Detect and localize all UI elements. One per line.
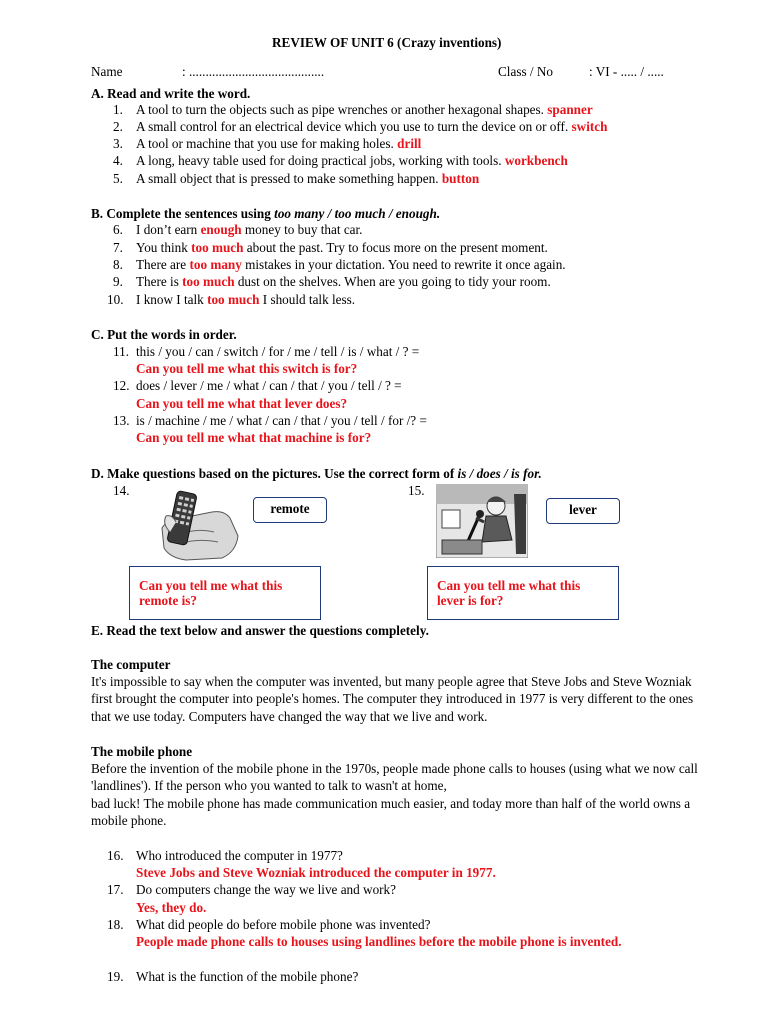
answer-box-15 [427,566,619,620]
word-box-remote: remote [253,497,327,523]
item-number: 12. [113,378,130,393]
text-after: money to buy that car. [244,222,363,237]
item-number: 2. [113,119,123,134]
item-number: 10. [107,292,124,307]
item-answer: too much [182,274,235,289]
item-number: 1. [113,102,123,117]
item-text [136,135,421,152]
section-c-heading: C. Put the words in order. [91,327,237,342]
text-after: dust on the shelves. When are you going to tidy your room. [237,274,551,289]
item-question: A tool or machine that you use for making holes. [136,136,394,151]
section-a-heading: A. Read and write the word. [91,86,251,101]
item-answer: button [441,171,480,186]
heading-text: D. Make questions based on the pictures. Use the correct form of [91,466,458,481]
text-before: You think [136,240,188,255]
lever-picture [436,484,528,558]
page-title: REVIEW OF UNIT 6 (Crazy inventions) [272,35,502,50]
text-after: about the past. Try to focus more on the present moment. [246,240,548,255]
answer-line: Can you tell me what this [139,578,283,593]
item-answer: Can you tell me what this switch is for? [136,361,358,376]
item-question: Who introduced the computer in 1977? [136,848,343,863]
item-text [136,152,568,169]
answer-line: remote is? [139,593,197,608]
item-answer: Can you tell me what that machine is for? [136,430,372,445]
remote-control-picture [152,488,240,562]
item-text [136,291,355,308]
item-number: 19. [107,969,124,984]
item-number: 17. [107,882,124,897]
item-number: 6. [113,222,123,237]
class-field[interactable]: : VI - ..... / ..... [589,64,664,79]
computer-title: The computer [91,657,171,672]
item-question: A small control for an electrical device which you use to turn the device on or off. [136,119,569,134]
item-number: 13. [113,413,130,428]
item-text [136,256,566,273]
item-text [136,118,607,135]
item-answer: Steve Jobs and Steve Wozniak introduced the computer in 1977. [136,865,496,880]
item-number: 8. [113,257,123,272]
item-number: 5. [113,171,123,186]
item-answer: drill [397,136,422,151]
answer-line: Can you tell me what this [437,578,581,593]
text-before: There is [136,274,179,289]
item-question: A long, heavy table used for doing practical jobs, working with tools. [136,153,502,168]
text-after: mistakes in your dictation. You need to rewrite it once again. [245,257,566,272]
text-before: I know I talk [136,292,204,307]
item-answer: too many [189,257,242,272]
item-answer: too much [207,292,260,307]
name-label: Name [91,64,123,79]
class-label: Class / No [498,64,553,79]
item-question: What is the function of the mobile phone? [136,969,359,984]
heading-italic: too many / too much / enough. [274,206,441,221]
phone-text-1: Before the invention of the mobile phone in the 1970s, people made phone calls to houses (using what we now call 'landlines'). If the person who you wanted to talk to wasn't at home, [91,761,698,794]
item-number: 18. [107,917,124,932]
phone-title: The mobile phone [91,744,193,759]
item-number: 11. [113,344,129,359]
answer-line: lever is for? [437,593,504,608]
item-answer: Yes, they do. [136,900,207,915]
heading-italic: is / does / is for. [457,466,542,481]
name-field[interactable]: : ......................................... [182,64,325,79]
item-number: 15. [408,483,425,498]
item-text [136,239,548,256]
item-text [136,221,362,238]
item-prompt: this / you / can / switch / for / me / tell / is / what / ? = [136,344,420,359]
section-d-heading [91,465,542,482]
text-after: I should talk less. [262,292,356,307]
item-answer: Can you tell me what that lever does? [136,396,348,411]
phone-text-2: bad luck! The mobile phone has made communication much easier, and today more than half of the world owns a mobile phone. [91,796,691,829]
text-before: I don’t earn [136,222,198,237]
item-number: 4. [113,153,123,168]
item-question: Do computers change the way we live and work? [136,882,396,897]
item-text [136,101,593,118]
item-answer: spanner [547,102,593,117]
item-answer: too much [191,240,244,255]
item-question: What did people do before mobile phone was invented? [136,917,431,932]
word-box-lever: lever [546,498,620,524]
computer-text: It's impossible to say when the computer was invented, but many people agree that Steve Jobs and Steve Wozniak first brought the computer into people's homes. The computer they introduced in 1977 is very different to the ones that we use today. Computers have changed the way that we live and work. [91,674,694,724]
item-answer: enough [200,222,242,237]
item-answer: People made phone calls to houses using landlines before the mobile phone is invented. [136,934,622,949]
item-answer: workbench [504,153,568,168]
item-question: A tool to turn the objects such as pipe wrenches or another hexagonal shapes. [136,102,544,117]
section-b-heading [91,205,440,222]
section-e-heading: E. Read the text below and answer the questions completely. [91,623,429,638]
text-before: There are [136,257,187,272]
item-number: 3. [113,136,123,151]
item-number: 14. [113,483,130,498]
item-answer: switch [571,119,608,134]
item-text [136,170,479,187]
item-text [136,273,551,290]
item-prompt: does / lever / me / what / can / that / you / tell / ? = [136,378,402,393]
item-number: 9. [113,274,123,289]
item-number: 16. [107,848,124,863]
heading-text: B. Complete the sentences using [91,206,275,221]
item-prompt: is / machine / me / what / can / that / you / tell / for /? = [136,413,427,428]
answer-box-14 [129,566,321,620]
item-question: A small object that is pressed to make something happen. [136,171,439,186]
item-number: 7. [113,240,123,255]
